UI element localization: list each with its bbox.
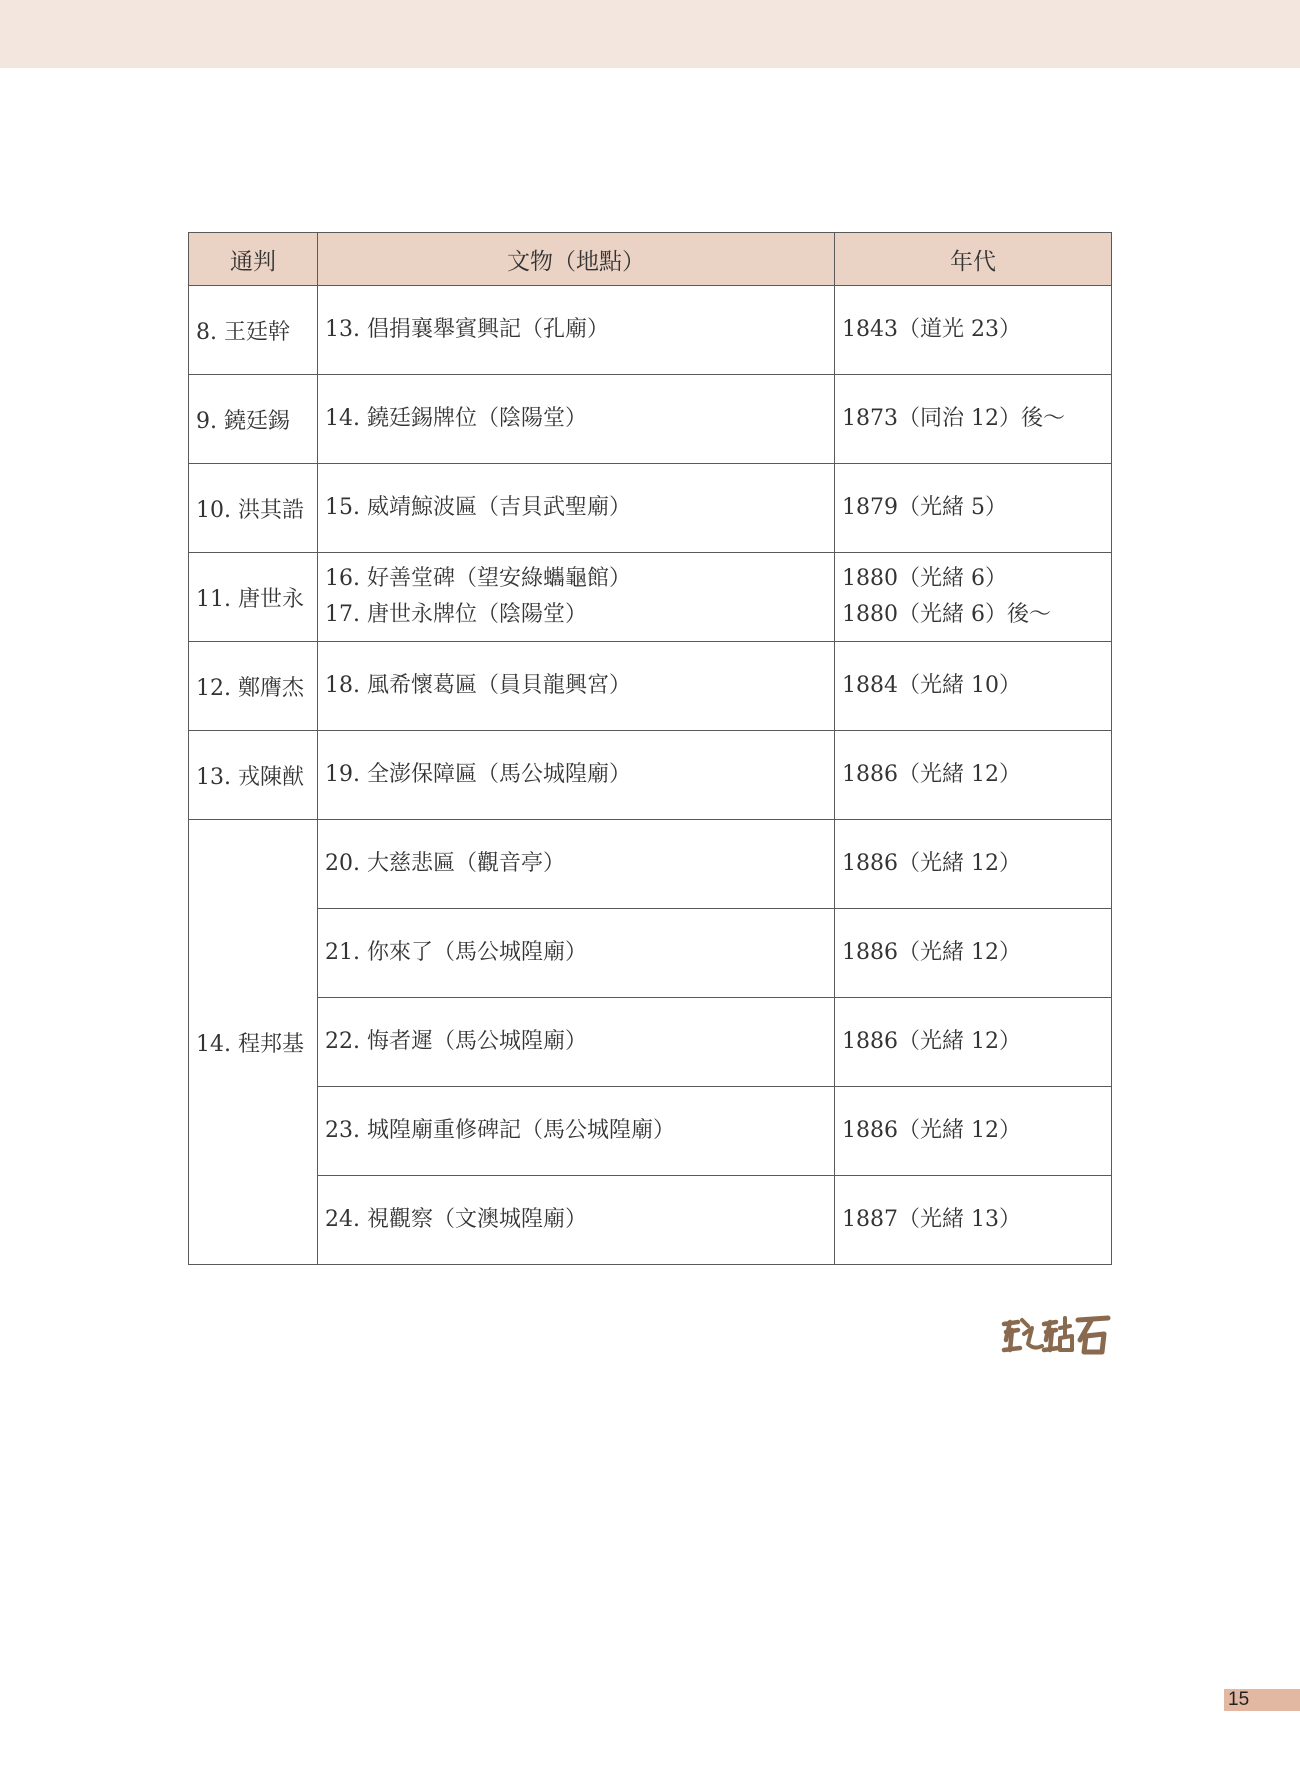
date-cell bbox=[835, 642, 1112, 731]
official-cell: 13. 戎陳猷 bbox=[189, 731, 318, 820]
relic-cell bbox=[318, 1176, 835, 1265]
relic-cell bbox=[318, 1087, 835, 1176]
relic-cell bbox=[318, 998, 835, 1087]
header-relic-location: 文物（地點） bbox=[318, 233, 835, 286]
table-row bbox=[189, 820, 1112, 909]
relic-cell bbox=[318, 375, 835, 464]
relic-cell bbox=[318, 909, 835, 998]
date-text: 1884（光緒 10） bbox=[842, 673, 1021, 698]
date-text: 1886（光緒 12） bbox=[842, 940, 1021, 965]
relic-cell bbox=[318, 731, 835, 820]
date-text: 1886（光緒 12） bbox=[842, 1118, 1021, 1143]
date-text: 1886（光緒 12） bbox=[842, 762, 1021, 787]
date-cell bbox=[835, 375, 1112, 464]
relic-text: 21. 你來了（馬公城隍廟） bbox=[325, 940, 587, 965]
date-text: 1886（光緒 12） bbox=[842, 1029, 1021, 1054]
table-row bbox=[189, 464, 1112, 553]
header-date: 年代 bbox=[835, 233, 1112, 286]
official-cell: 11. 唐世永 bbox=[189, 553, 318, 642]
relic-text: 23. 城隍廟重修碑記（馬公城隍廟） bbox=[325, 1118, 675, 1143]
date-text: 1886（光緒 12） bbox=[842, 851, 1021, 876]
table-row bbox=[189, 286, 1112, 375]
top-band bbox=[0, 0, 1300, 68]
officials-relics-table bbox=[188, 232, 1112, 1265]
date-text: 1873（同治 12）後～ bbox=[842, 406, 1065, 431]
date-cell bbox=[835, 1176, 1112, 1265]
official-cell: 12. 鄭膺杰 bbox=[189, 642, 318, 731]
relic-text: 18. 風希懷葛匾（員貝龍興宮） bbox=[325, 673, 631, 698]
relic-text: 15. 威靖鯨波匾（吉貝武聖廟） bbox=[325, 495, 631, 520]
date-cell bbox=[835, 286, 1112, 375]
relic-text: 16. 好善堂碑（望安綠蠵龜館） bbox=[325, 566, 631, 591]
relic-text: 13. 倡捐襄舉賓興記（孔廟） bbox=[325, 317, 609, 342]
table-row bbox=[189, 553, 1112, 642]
official-cell: 8. 王廷幹 bbox=[189, 286, 318, 375]
table-header-row bbox=[189, 233, 1112, 286]
relic-cell bbox=[318, 642, 835, 731]
date-text: 1879（光緒 5） bbox=[842, 495, 1007, 520]
table-row bbox=[189, 1176, 1112, 1265]
date-cell bbox=[835, 998, 1112, 1087]
official-cell-merged: 14. 程邦基 bbox=[189, 820, 318, 1265]
date-cell bbox=[835, 909, 1112, 998]
relic-cell bbox=[318, 820, 835, 909]
date-text: 1880（光緒 6）後～ bbox=[842, 602, 1051, 627]
table-row bbox=[189, 375, 1112, 464]
relic-cell bbox=[318, 553, 835, 642]
relic-cell bbox=[318, 286, 835, 375]
official-cell: 9. 鐃廷錫 bbox=[189, 375, 318, 464]
table-row bbox=[189, 731, 1112, 820]
date-cell bbox=[835, 464, 1112, 553]
date-cell bbox=[835, 731, 1112, 820]
relic-cell bbox=[318, 464, 835, 553]
calligraphy-logo bbox=[998, 1310, 1113, 1358]
page-number: 15 bbox=[1228, 1689, 1250, 1710]
relic-text: 22. 悔者遲（馬公城隍廟） bbox=[325, 1029, 587, 1054]
date-text: 1843（道光 23） bbox=[842, 317, 1021, 342]
table-row bbox=[189, 1087, 1112, 1176]
official-cell: 10. 洪其誥 bbox=[189, 464, 318, 553]
date-text: 1880（光緒 6） bbox=[842, 566, 1007, 591]
date-cell bbox=[835, 1087, 1112, 1176]
date-cell bbox=[835, 553, 1112, 642]
header-official: 通判 bbox=[189, 233, 318, 286]
date-text: 1887（光緒 13） bbox=[842, 1207, 1021, 1232]
table-row bbox=[189, 998, 1112, 1087]
table-row bbox=[189, 909, 1112, 998]
date-cell bbox=[835, 820, 1112, 909]
relic-text: 17. 唐世永牌位（陰陽堂） bbox=[325, 602, 587, 627]
relic-text: 20. 大慈悲匾（觀音亭） bbox=[325, 851, 565, 876]
relic-text: 14. 鐃廷錫牌位（陰陽堂） bbox=[325, 406, 587, 431]
table-row bbox=[189, 642, 1112, 731]
relic-text: 24. 視觀察（文澳城隍廟） bbox=[325, 1207, 587, 1232]
relic-text: 19. 全澎保障匾（馬公城隍廟） bbox=[325, 762, 631, 787]
